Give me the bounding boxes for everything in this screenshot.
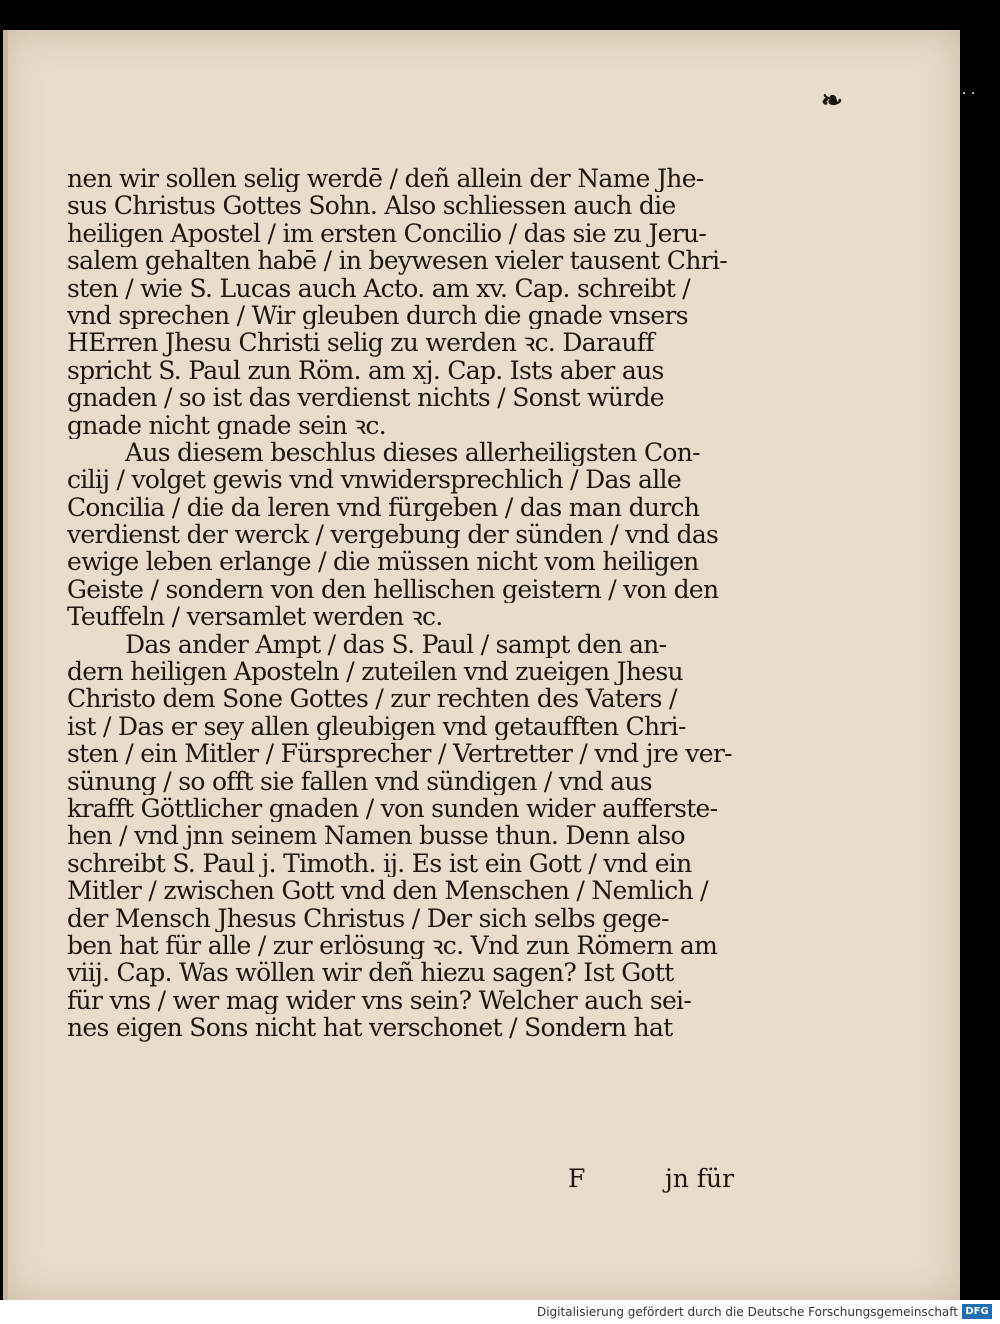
text-line: sünung / so offt sie fallen vnd sündigen / vnd aus [67,767,652,795]
catchword: jn für [665,1164,735,1193]
text-line: der Mensch Jhesus Christus / Der sich selbs gege- [67,904,669,932]
text-line: dern heiligen Aposteln / zuteilen vnd zueigen Jhesu [67,658,683,686]
text-line: spricht S. Paul zun Röm. am xj. Cap. Ists aber aus [67,356,664,385]
text-line: heiligen Apostel / im ersten Concilio / das sie zu Jeru- [67,219,707,248]
text-line: ist / Das er sey allen gleubigen vnd getaufften Chri- [67,712,686,741]
text-line: krafft Göttlicher gnaden / von sunden wider aufferste- [67,794,718,823]
text-line: Mitler / zwischen Gott vnd den Menschen / Nemlich / [67,877,708,905]
text-line: Aus diesem beschlus dieses allerheiligsten Con- [125,438,700,467]
text-line: sten / wie S. Lucas auch Acto. am xv. Cap. schreibt / [67,274,691,302]
text-line: nes eigen Sons nicht hat verschonet / Sondern hat [67,1014,673,1042]
text-line: HErren Jhesu Christi selig zu werden ꝛc. Darauff [67,329,654,357]
text-line: verdienst der werck / vergebung der sünden / vnd das [67,521,719,549]
edge-dots: · · [962,86,976,102]
text-line: gnade nicht gnade sein ꝛc. [67,411,386,439]
text-line: ben hat für alle / zur erlösung ꝛc. Vnd zun Römern am [67,931,718,960]
text-line: hen / vnd jnn seinem Namen busse thun. Denn also [67,822,685,850]
text-line: cilij / volget gewis vnd vnwidersprechlich / Das alle [67,466,681,494]
text-line: Das ander Ampt / das S. Paul / sampt den an- [125,630,667,659]
text-line: Concilia / die da leren vnd fürgeben / das man durch [67,493,700,522]
text-line: gnaden / so ist das verdienst nichts / Sonst würde [67,384,664,412]
text-line: Teuffeln / versamlet werden ꝛc. [67,603,443,631]
dfg-logo: DFG [962,1304,992,1319]
ornament-mark: ❧ [821,86,843,116]
text-line: salem gehalten habē / in beywesen vieler tausent Chri- [67,247,728,275]
text-line: viij. Cap. Was wöllen wir deñ hiezu sagen? Ist Gott [67,959,674,987]
text-line: sten / ein Mitler / Fürsprecher / Vertretter / vnd jre ver- [67,740,732,768]
scanned-page [3,30,960,1300]
text-line: vnd sprechen / Wir gleuben durch die gnade vnsers [67,301,688,330]
page-edge [3,30,8,1300]
text-line: für vns / wer mag wider vns sein? Welcher auch sei- [67,986,692,1015]
text-line: sus Christus Gottes Sohn. Also schliessen auch die [67,192,676,220]
text-line: ewige leben erlange / die müssen nicht vom heiligen [67,548,699,576]
footer-bar [0,1300,1000,1324]
signature-letter: F [568,1164,586,1193]
text-line: schreibt S. Paul j. Timoth. ij. Es ist ein Gott / vnd ein [67,849,692,878]
funding-credit: Digitalisierung gefördert durch die Deutsche Forschungsgemeinschaft [536,1305,958,1319]
text-line: Christo dem Sone Gottes / zur rechten des Vaters / [67,685,677,713]
text-line: nen wir sollen selig werdē / deñ allein der Name Jhe- [67,165,704,193]
text-line: Geiste / sondern von den hellischen geistern / von den [67,575,719,604]
page-text [67,165,739,1042]
